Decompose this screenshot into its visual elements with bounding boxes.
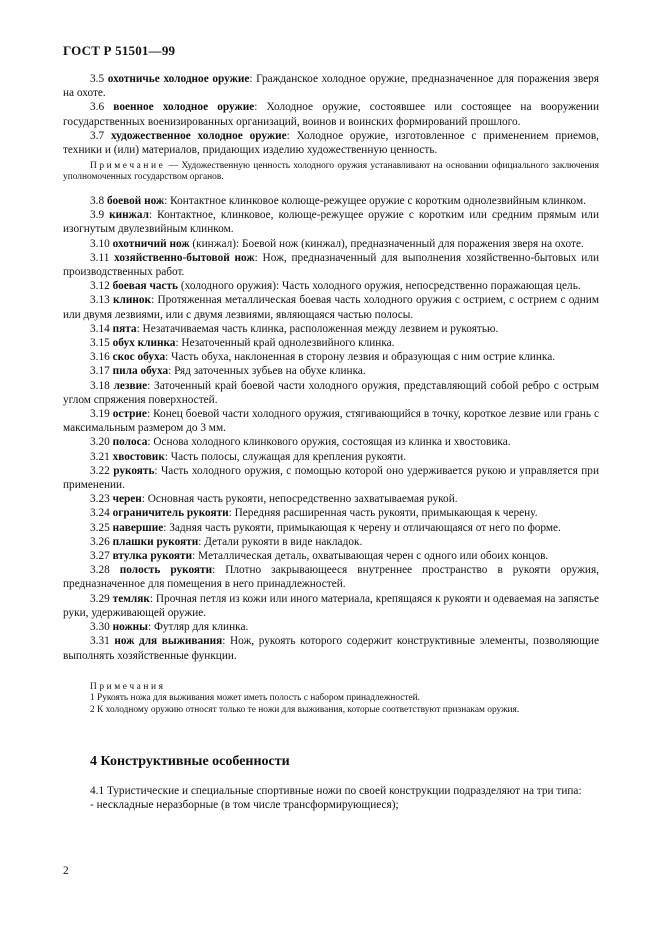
definition: 3.16 скос обуха: Часть обуха, наклоненная в сторону лезвия и образующая с ним острие клинка. [90, 351, 556, 364]
definition: 3.25 навершие: Задняя часть рукояти, примыкающая к черену и отличающаяся от него по форме. [90, 521, 561, 534]
notes-2 [63, 682, 599, 716]
definition: 3.24 ограничитель рукояти: Передняя расширенная часть рукояти, примыкающая к черену. [90, 507, 538, 520]
definition: 3.22 рукоять: Часть холодного оружия, с помощью которой оно удерживается рукою и управляется при применении. [63, 464, 599, 492]
note-title: Примечание [90, 161, 166, 171]
definition: 3.6 военное холодное оружие: Холодное оружие, состоявшее или состоящее на вооружении государственных военизированных организаций, воинов и воинских формирований прошлого. [63, 101, 600, 128]
definition: 3.12 боевая часть (холодного оружия): Часть холодного оружия, непосредственно поражающая цель. [90, 280, 581, 293]
definition: 3.20 полоса: Основа холодного клинкового оружия, состоящая из клинка и хвостовика. [90, 436, 511, 449]
definitions-block-b [63, 194, 599, 663]
definition: 3.27 втулка рукояти: Металлическая деталь, охватывающая черен с одного или обоих концов. [90, 550, 549, 563]
note-item: 1 Рукоять ножа для выживания может иметь полость с набором принадлежностей. [90, 693, 421, 704]
definition: 3.29 темляк: Прочная петля из кожи или иного материала, крепящаяся к рукояти и одеваемая на запястье руки, удерживающей оружие. [63, 592, 599, 619]
definition: 3.11 хозяйственно-бытовой нож: Нож, предназначенный для выполнения хозяйственно-бытовых или производственных работ. [63, 251, 600, 279]
note-1: Примечание — Художественную ценность холодного оружия устанавливают на основании официального заключения уполномоченных государством органов. [63, 161, 599, 183]
definition: 3.31 нож для выживания: Нож, рукоять которого содержит конструктивные элементы, позволяющие выполнять хозяйственные функции. [63, 635, 599, 662]
document-header: ГОСТ Р 51501—99 [63, 43, 176, 58]
definition: 3.17 пила обуха: Ряд заточенных зубьев на обухе клинка. [90, 365, 366, 378]
definition: 3.5 охотничье холодное оружие: Гражданское холодное оружие, предназначенное для поражения зверя на охоте. [63, 73, 599, 100]
definition: 3.21 хвостовик: Часть полосы, служащая для крепления рукояти. [90, 450, 407, 463]
definition: 3.13 клинок: Протяженная металлическая боевая часть холодного оружия с острием, с острием с одним или двумя лезвиями, или с двумя лезвиями, являющаяся частью полосы. [63, 294, 600, 321]
definition: 3.28 полость рукояти: Плотно закрывающееся внутреннее пространство в рукояти оружия, предназначенное для помещения в него принадлежностей. [63, 564, 599, 591]
notes-title: Примечания [90, 682, 166, 692]
definition: 3.26 плашки рукояти: Детали рукояти в виде накладок. [90, 535, 363, 548]
page-number: 2 [63, 865, 69, 877]
definition: 3.30 ножны: Футляр для клинка. [90, 621, 249, 634]
definition: 3.23 черен: Основная часть рукояти, непосредственно захватываемая рукой. [90, 493, 458, 506]
definition: 3.9 кинжал: Контактное, клинковое, колюще-режущее оружие с коротким или средним прямым или изогнутым двулезвийным клинком. [63, 209, 599, 236]
definition: 3.18 лезвие: Заточенный край боевой части холодного оружия, представляющий собой ребро с острым углом спряжения поверхностей. [63, 379, 599, 406]
definition: 3.7 художественное холодное оружие: Холодное оружие, изготовленное с применением приемов, техники и (или) материалов, придающих изделию художественную ценность. [63, 129, 600, 157]
definition: 3.10 охотничий нож (кинжал): Боевой нож (кинжал), предназначенный для поражения зверя на охоте. [90, 237, 584, 250]
paragraph: 4.1 Туристические и специальные спортивные ножи по своей конструкции подразделяют на три типа: [90, 785, 582, 797]
list-item: - нескладные неразборные (в том числе трансформирующиеся); [90, 799, 399, 812]
section-heading: 4 Конструктивные особенности [90, 754, 290, 769]
note-item: 2 К холодному оружию относят только те ножи для выживания, которые соответствуют признакам оружия. [90, 704, 520, 715]
section-4-text [63, 784, 599, 812]
definition: 3.14 пята: Незатачиваемая часть клинка, расположенная между лезвием и рукоятью. [90, 322, 499, 335]
definitions-block-a [63, 72, 599, 157]
definition: 3.15 обух клинка: Незаточенный край однолезвийного клинка. [90, 337, 395, 350]
definition: 3.8 боевой нож: Контактное клинковое колюще-режущее оружие с коротким однолезвийным клинком. [90, 195, 586, 207]
definition: 3.19 острие: Конец боевой части холодного оружия, стягивающийся в точку, короткое лезвие или грань с максимальным размером до 3 мм. [63, 408, 599, 435]
